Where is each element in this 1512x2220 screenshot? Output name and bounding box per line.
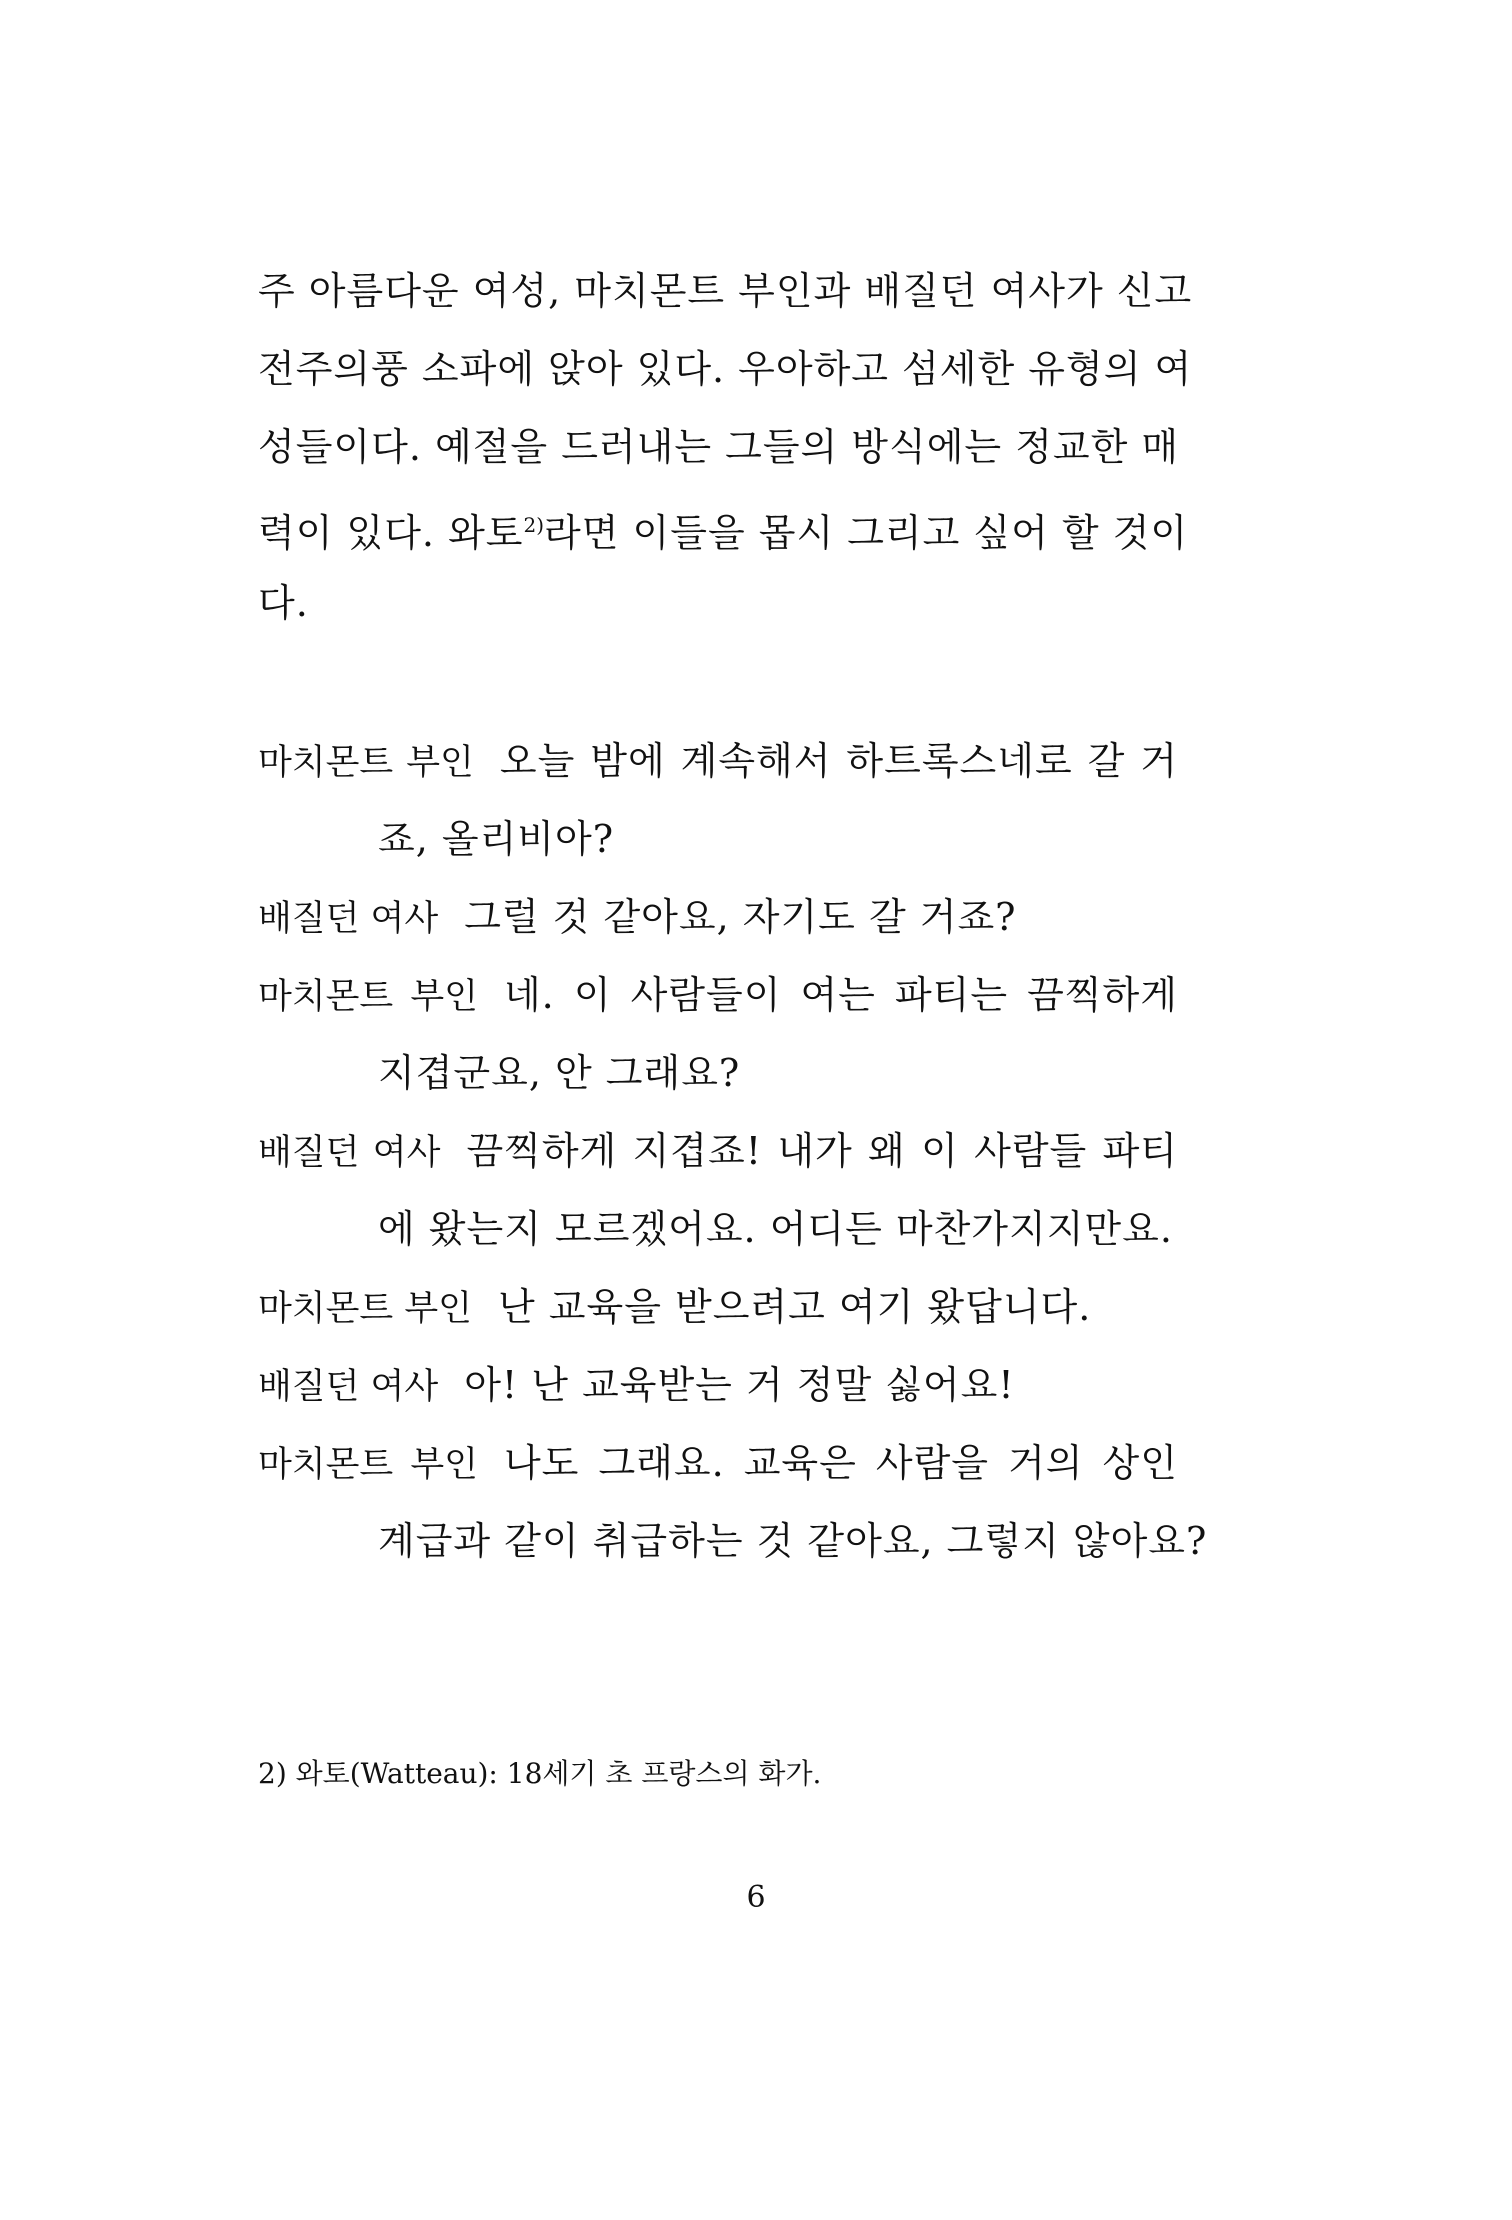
dialogue-line	[258, 956, 1178, 1034]
speaker-name: 배질던 여사	[258, 1367, 439, 1407]
dialogue-line	[258, 1112, 1178, 1190]
dialogue-text: 나도 그래요. 교육은 사람을 거의 상인	[503, 1441, 1178, 1485]
footnote-reference[interactable]: 2)	[523, 513, 545, 537]
stage-direction-line: 주 아름다운 여성, 마치몬트 부인과 배질던 여사가 신고	[258, 269, 1193, 313]
dialogue-continuation: 죠, 올리비아?	[378, 817, 615, 861]
dialogue-line	[258, 1346, 1178, 1424]
dialogue-text: 끔찍하게 지겹죠! 내가 왜 이 사람들 파티	[466, 1129, 1178, 1173]
speaker-name: 마치몬트 부인	[258, 977, 478, 1017]
speaker-name: 마치몬트 부인	[258, 1445, 478, 1485]
speaker-name: 배질던 여사	[258, 1133, 441, 1173]
speaker-name: 배질던 여사	[258, 899, 439, 939]
dialogue-text: 네. 이 사람들이 여는 파티는 끔찍하게	[503, 973, 1178, 1017]
dialogue-line	[258, 878, 1178, 956]
stage-direction-text: 라면 이들을 몹시 그리고 싶어 할 것이	[544, 511, 1189, 555]
speaker-name: 마치몬트 부인	[258, 1289, 472, 1329]
dialogue-text: 난 교육을 받으려고 여기 왔답니다.	[498, 1285, 1092, 1329]
stage-direction-line: 전주의풍 소파에 앉아 있다. 우아하고 섬세한 유형의 여	[258, 347, 1193, 391]
dialogue-block	[258, 722, 1208, 1580]
stage-direction-line: 성들이다. 예절을 드러내는 그들의 방식에는 정교한 매	[258, 425, 1180, 469]
dialogue-line	[258, 722, 1178, 800]
stage-direction-paragraph	[258, 252, 1193, 642]
dialogue-line	[258, 1268, 1178, 1346]
footnote: 2) 와토(Watteau): 18세기 초 프랑스의 화가.	[258, 1757, 822, 1790]
stage-direction-text: 력이 있다. 와토	[258, 511, 524, 555]
page-number: 6	[746, 1880, 766, 1915]
dialogue-continuation: 계급과 같이 취급하는 것 같아요, 그렇지 않아요?	[378, 1519, 1208, 1563]
dialogue-continuation: 지겹군요, 안 그래요?	[378, 1051, 741, 1095]
stage-direction-line-with-footnote	[258, 486, 1189, 564]
stage-direction-line: 다.	[258, 581, 309, 625]
dialogue-text: 오늘 밤에 계속해서 하트록스네로 갈 거	[499, 739, 1178, 783]
speaker-name: 마치몬트 부인	[258, 743, 474, 783]
dialogue-line	[258, 1424, 1178, 1502]
dialogue-continuation: 에 왔는지 모르겠어요. 어디든 마찬가지지만요.	[378, 1207, 1173, 1251]
dialogue-text: 아! 난 교육받는 거 정말 싫어요!	[464, 1363, 1015, 1407]
dialogue-text: 그럴 것 같아요, 자기도 갈 거죠?	[464, 895, 1017, 939]
